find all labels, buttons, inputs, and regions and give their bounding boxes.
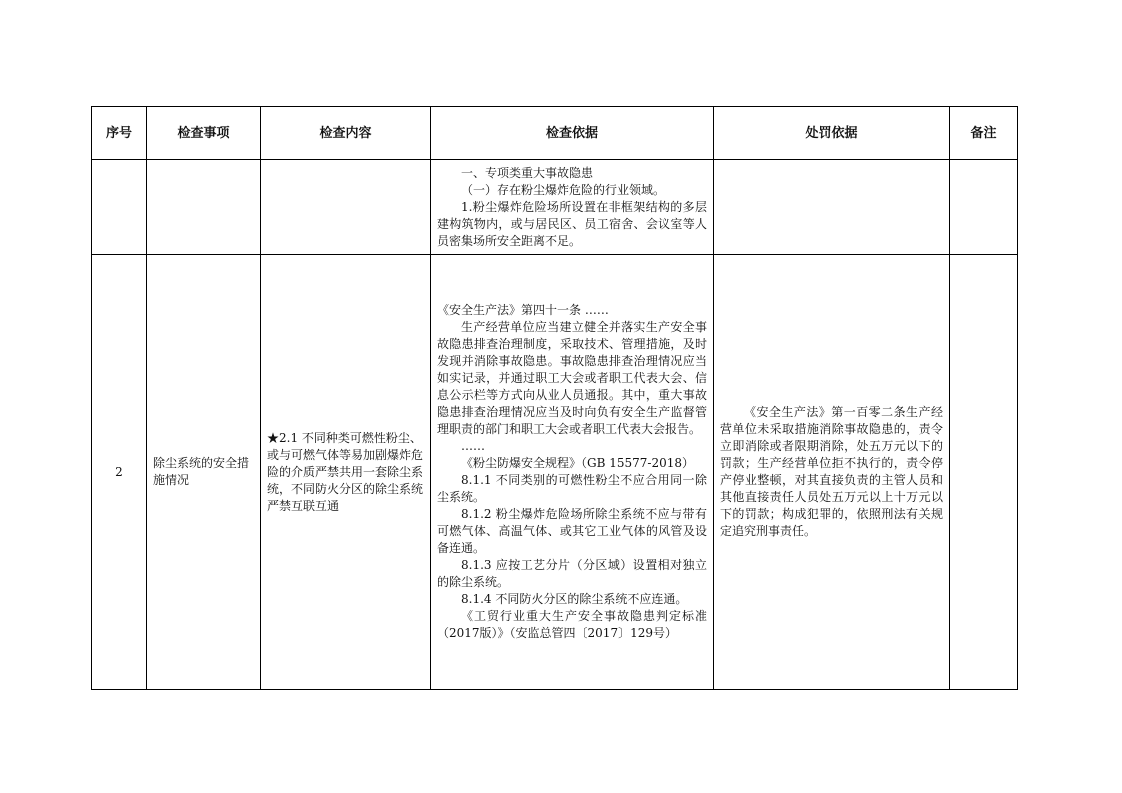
basis-line: 一、专项类重大事故隐患 bbox=[461, 165, 594, 180]
basis-line: 《安全生产法》第四十一条 …… bbox=[437, 303, 609, 317]
basis-line: 《工贸行业重大生产安全事故隐患判定标准（2017版）》（安监总管四〔2017〕129号） bbox=[437, 609, 707, 640]
cell-check-content: ★2.1 不同种类可燃性粉尘、或与可燃气体等易加剧爆炸危险的介质严禁共用一套除尘系统，不同防火分区的除尘系统严禁互联互通 bbox=[261, 255, 431, 690]
basis-line: 《粉尘防爆安全规程》（GB 15577-2018） bbox=[461, 456, 694, 470]
table-row bbox=[92, 160, 1018, 255]
header-check-item: 检查事项 bbox=[147, 107, 261, 160]
cell-penalty-basis: 《安全生产法》第一百零二条生产经营单位未采取措施消除事故隐患的，责令立即消除或者限期消除，处五万元以下的罚款；生产经营单位拒不执行的，责令停产停业整顿，对其直接负责的主管人员和其他直接责任人员处五万元以上十万元以下的罚款；构成犯罪的，依照刑法有关规定追究刑事责任。 bbox=[714, 255, 950, 690]
cell-remark bbox=[950, 160, 1018, 255]
cell-serial-no bbox=[92, 160, 147, 255]
basis-line: 8.1.1 不同类别的可燃性粉尘不应合用同一除尘系统。 bbox=[437, 473, 707, 504]
cell-check-basis bbox=[431, 160, 714, 255]
table-header-row bbox=[92, 107, 1018, 160]
cell-penalty-basis bbox=[714, 160, 950, 255]
header-check-content: 检查内容 bbox=[261, 107, 431, 160]
basis-line: 8.1.3 应按工艺分片（分区域）设置相对独立的除尘系统。 bbox=[437, 558, 707, 589]
cell-check-item bbox=[147, 160, 261, 255]
cell-check-basis bbox=[431, 255, 714, 690]
table-row bbox=[92, 255, 1018, 690]
basis-line: 8.1.4 不同防火分区的除尘系统不应连通。 bbox=[461, 592, 688, 606]
cell-serial-no: 2 bbox=[92, 255, 147, 690]
basis-line: 8.1.2 粉尘爆炸危险场所除尘系统不应与带有可燃气体、高温气体、或其它工业气体的风管及设备连通。 bbox=[437, 507, 707, 555]
cell-check-item: 除尘系统的安全措施情况 bbox=[147, 255, 261, 690]
inspection-table bbox=[91, 106, 1018, 690]
header-penalty-basis: 处罚依据 bbox=[714, 107, 950, 160]
basis-line: …… bbox=[461, 439, 485, 453]
cell-check-content bbox=[261, 160, 431, 255]
cell-remark bbox=[950, 255, 1018, 690]
header-remark: 备注 bbox=[950, 107, 1018, 160]
header-check-basis: 检查依据 bbox=[431, 107, 714, 160]
basis-line: 生产经营单位应当建立健全并落实生产安全事故隐患排查治理制度，采取技术、管理措施，及时发现并消除事故隐患。事故隐患排查治理情况应当如实记录，并通过职工大会或者职工代表大会、信息公示栏等方式向从业人员通报。其中，重大事故隐患排查治理情况应当及时向负有安全生产监督管理职责的部门和职工大会或者职工代表大会报告。 bbox=[437, 320, 707, 436]
header-serial-no: 序号 bbox=[92, 107, 147, 160]
basis-line: 1.粉尘爆炸危险场所设置在非框架结构的多层建构筑物内，或与居民区、员工宿舍、会议室等人员密集场所安全距离不足。 bbox=[437, 199, 707, 248]
basis-line: （一）存在粉尘爆炸危险的行业领域。 bbox=[461, 182, 666, 197]
